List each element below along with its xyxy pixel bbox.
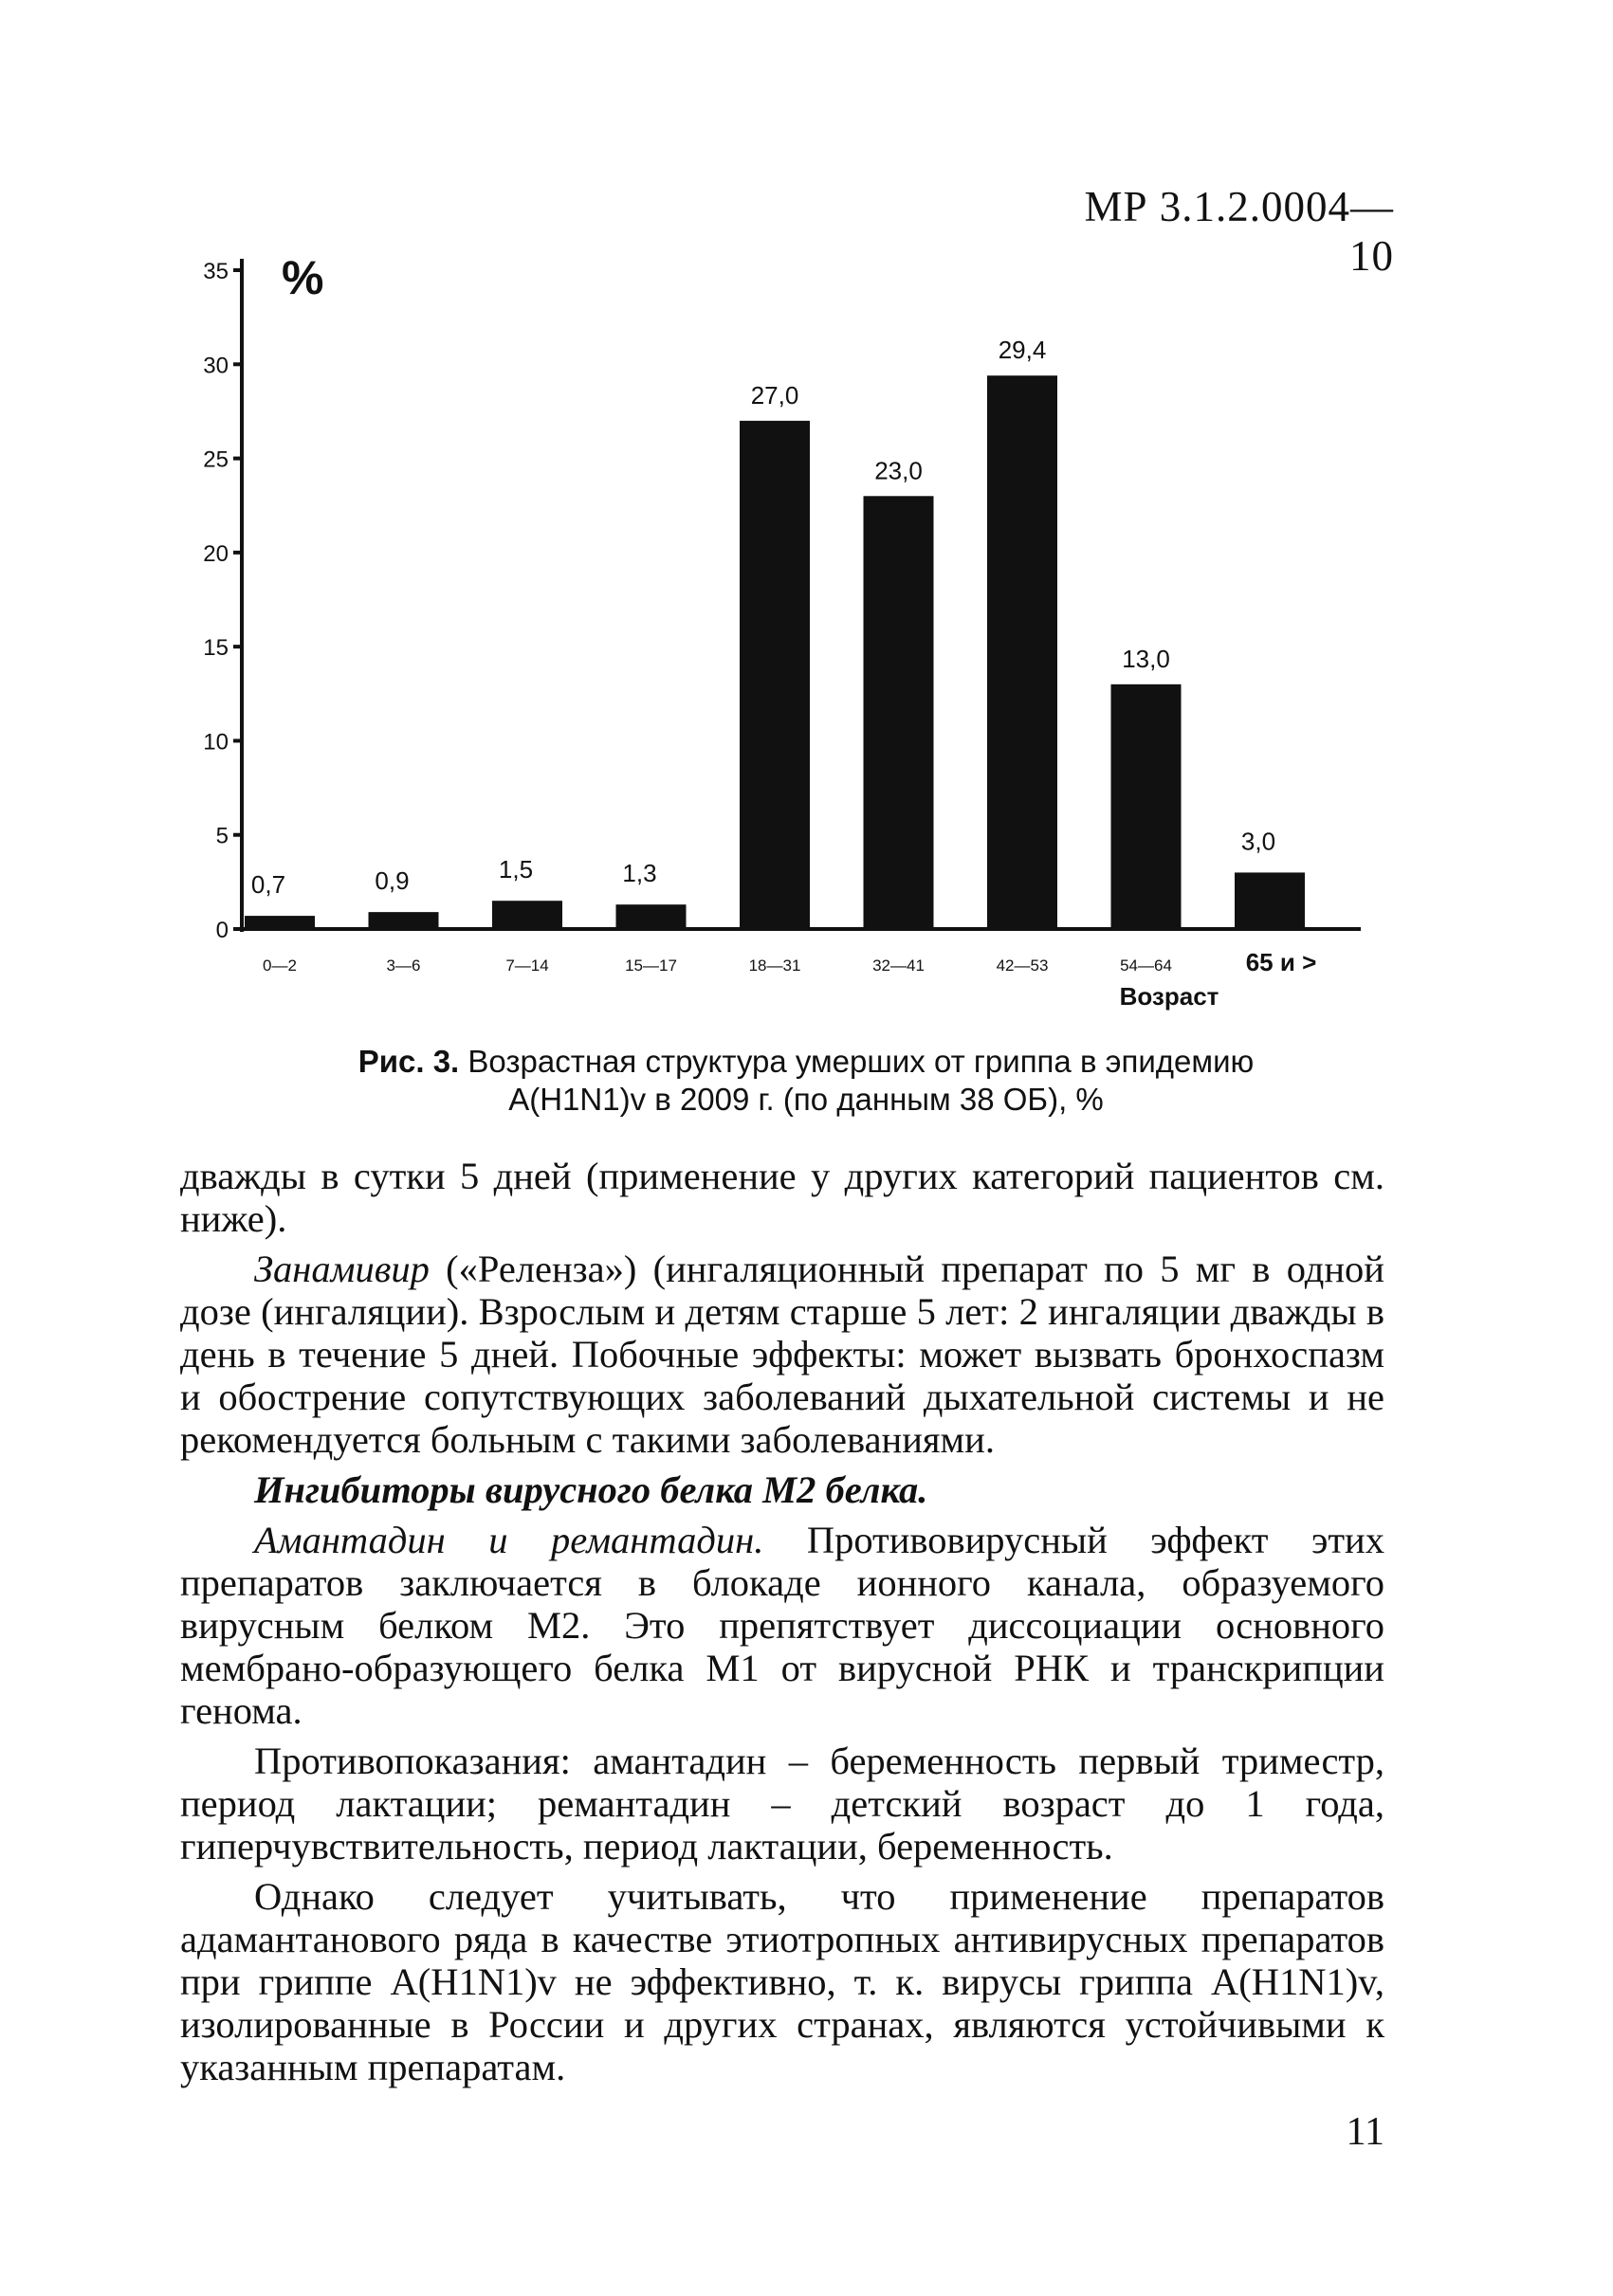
paragraph-resistance: Однако следует учитывать, что применение препаратов адамантанового ряда в качестве этиотропных антивирусных препаратов при гриппе A(H1N1)v не эффективно, т. к. вирусы гриппа A(H1N1)v, изолированные в России и других странах, являются устойчивыми к указанным препаратам. (180, 1875, 1384, 2088)
paragraph-amantadine-text: Противовирусный эффект этих препаратов заключается в блокаде ионного канала, образуемого вирусным белком М2. Это препятствует диссоциации основного мембрано-образующего белка М1 от вирусной РНК и транскрипции генома. (180, 1519, 1384, 1732)
bar (1111, 684, 1182, 929)
y-tick-label: 5 (215, 823, 229, 849)
bar-value-label: 27,0 (750, 380, 799, 410)
y-tick-label: 10 (203, 729, 229, 756)
figure-caption-line-1 (237, 1043, 1375, 1081)
document-code: МР 3.1.2.0004—10 (1084, 183, 1394, 280)
y-tick-label: 0 (215, 918, 229, 943)
x-category-label: 18—31 (748, 957, 801, 975)
x-category-label: 65 и > (1245, 948, 1317, 976)
bar-value-label: 13,0 (1122, 644, 1170, 673)
paragraph-zanamivir-text: («Реленза») (ингаляционный препарат по 5 мг в одной дозе (ингаляции). Взрослым и детям старше 5 лет: 2 ингаляции дважды в день в течение 5 дней. Побочные эффекты: может вызвать бронхоспазм и обострение сопутствующих заболеваний дыхательной системы и не рекомендуется больным с такими заболеваниями. (180, 1248, 1384, 1461)
bar-value-label: 0,7 (250, 870, 286, 900)
drug-name-amantadine: Амантадин и ремантадин. (254, 1519, 764, 1561)
y-tick-label: 20 (203, 540, 229, 567)
bars (245, 336, 1305, 929)
y-tick-label: 30 (203, 353, 229, 379)
bar-value-label: 1,3 (622, 859, 657, 888)
y-tick-label: 25 (203, 446, 229, 473)
x-category-label: 32—41 (872, 957, 925, 975)
bar (987, 375, 1057, 929)
x-category-label: 54—64 (1120, 957, 1172, 975)
bar-value-label: 23,0 (874, 456, 923, 485)
figure-caption-line-2: A(H1N1)v в 2009 г. (по данным 38 ОБ), % (508, 1082, 1104, 1117)
body-text (180, 1155, 1384, 2088)
bar (864, 496, 934, 929)
bar-value-label: 29,4 (998, 336, 1047, 365)
paragraph-contraindications: Противопоказания: амантадин – беременность первый триместр, период лактации; ремантадин – детский возраст до 1 года, гиперчувствительность, период лактации, беременность. (180, 1740, 1384, 1868)
x-category-label: 3—6 (386, 957, 421, 975)
page-number: 11 (1346, 2110, 1384, 2154)
bar-value-label: 0,9 (375, 866, 410, 896)
bar (492, 901, 562, 929)
bar (369, 912, 439, 929)
x-category-label: 42—53 (996, 957, 1049, 975)
x-axis (240, 929, 1361, 1011)
y-tick-label: 35 (203, 259, 229, 284)
section-heading: Ингибиторы вирусного белка М2 белка. (254, 1468, 928, 1511)
bar (740, 421, 810, 929)
bar (616, 904, 687, 929)
y-axis (203, 251, 323, 943)
figure-caption (237, 1043, 1375, 1119)
paragraph-zanamivir (180, 1248, 1384, 1461)
y-axis-label: % (282, 251, 324, 304)
bar-value-label: 3,0 (1240, 827, 1276, 856)
bar (1235, 872, 1305, 929)
bar-value-label: 1,5 (498, 855, 534, 884)
figure-title: Возрастная структура умерших от гриппа в эпидемию (459, 1044, 1255, 1079)
x-category-label: 15—17 (625, 957, 677, 975)
bar (245, 916, 315, 929)
drug-name-zanamivir: Занамивир (254, 1248, 430, 1290)
age-structure-bar-chart (0, 0, 1613, 1033)
figure-label: Рис. 3. (357, 1044, 460, 1079)
x-category-label: 0—2 (263, 957, 297, 975)
y-tick-label: 15 (203, 635, 229, 662)
paragraph-continuation: дважды в сутки 5 дней (применение у других категорий пациентов см. ниже). (180, 1155, 1384, 1240)
x-category-label: 7—14 (505, 957, 549, 975)
paragraph-amantadine (180, 1519, 1384, 1732)
x-axis-label: Возраст (1119, 982, 1219, 1011)
